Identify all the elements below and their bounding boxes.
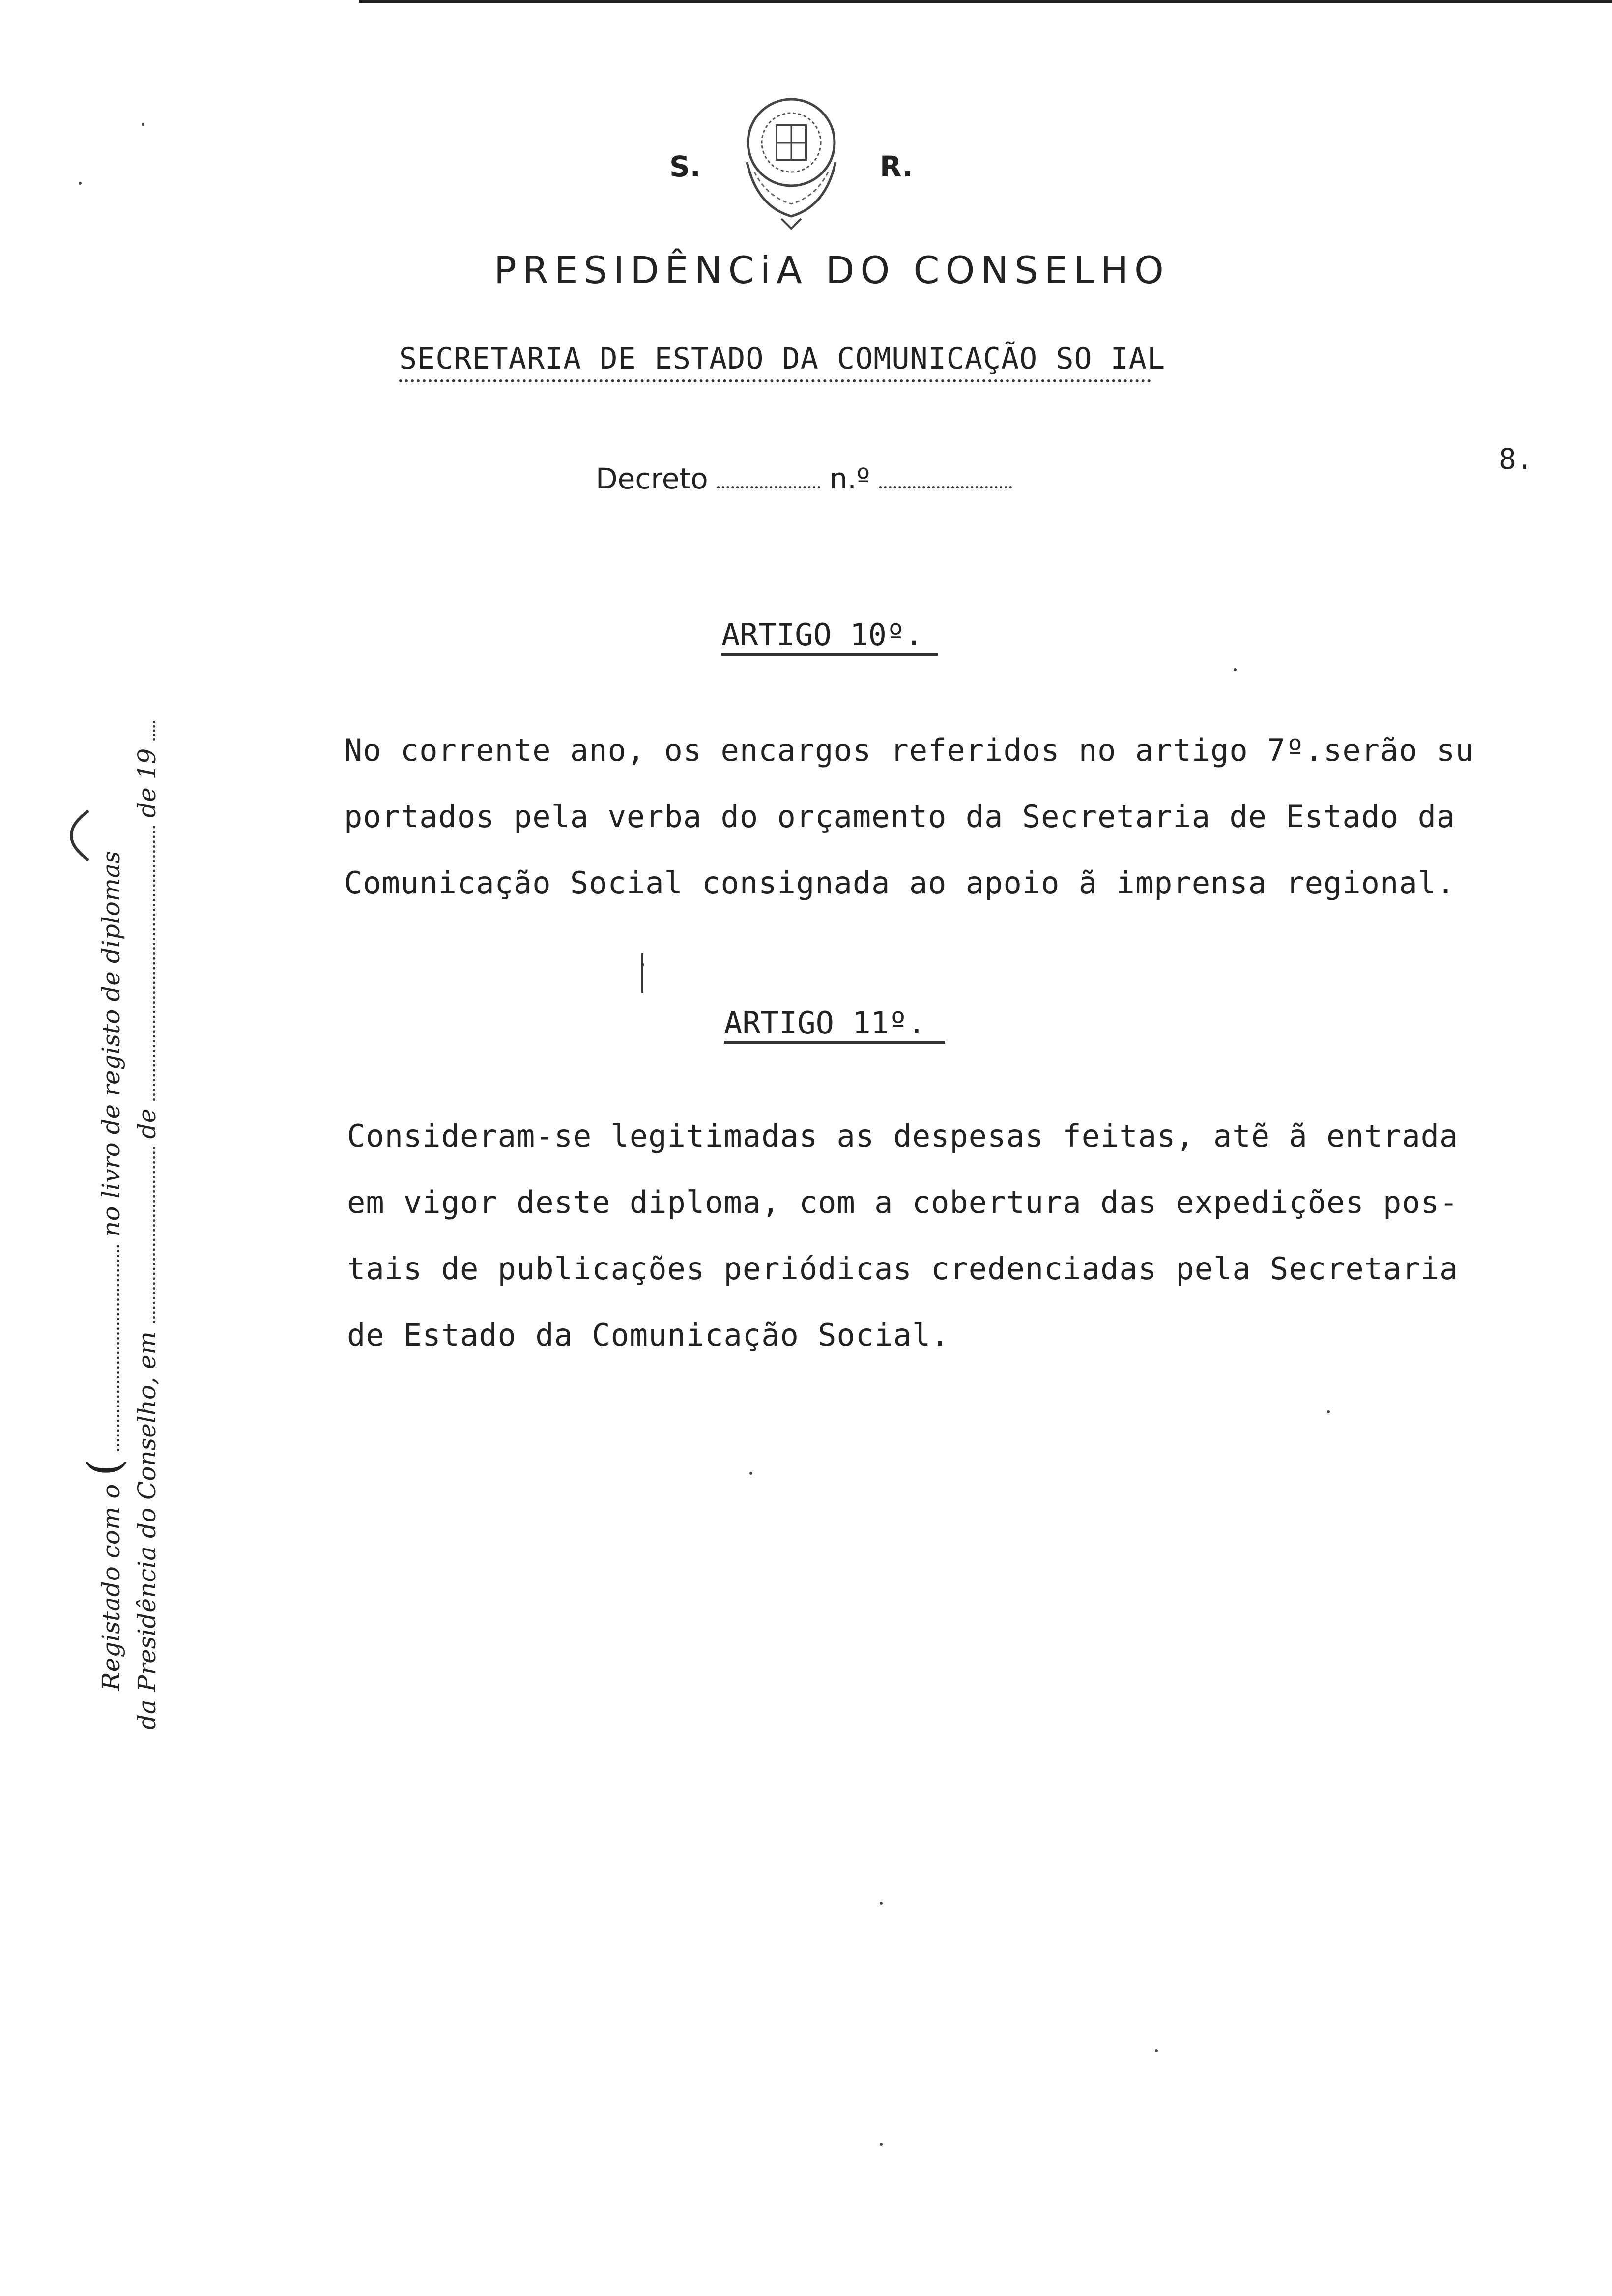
coat-of-arms-icon	[727, 88, 855, 236]
article-10-heading-underline	[721, 653, 938, 656]
margin-note-text: de	[133, 1108, 161, 1139]
scan-speck	[142, 123, 144, 126]
decree-number-label: n.º	[829, 462, 870, 495]
article-11-line: de Estado da Comunicação Social.	[347, 1317, 950, 1353]
header-letter-r: R.	[880, 150, 913, 183]
scan-speck	[880, 1902, 883, 1905]
margin-note-text: de 19	[133, 748, 161, 818]
margin-note-blank	[117, 1245, 119, 1451]
article-10-heading: ARTIGO 10º.	[721, 617, 923, 653]
margin-note-text: da Presidência do Conselho, em	[133, 1331, 161, 1730]
scan-speck	[79, 182, 82, 185]
margin-note-blank	[153, 721, 155, 741]
article-11-line: Consideram-se legitimadas as despesas feitas, atẽ ã entrada	[347, 1118, 1459, 1154]
decree-line	[596, 462, 1012, 495]
top-border	[359, 0, 1612, 3]
secretariat-underline	[399, 379, 1151, 382]
decree-label: Decreto	[596, 462, 708, 495]
page-title: PRESIDÊNCiA DO CONSELHO	[494, 248, 1170, 292]
scan-speck	[880, 2143, 883, 2146]
scan-mark	[641, 953, 643, 993]
margin-bracket	[49, 806, 93, 865]
article-11-line: em vigor deste diploma, com a cobertura das expedições pos-	[347, 1184, 1459, 1220]
article-10-line: No corrente ano, os encargos referidos no artigo 7º.serão su	[344, 732, 1474, 768]
article-11-heading: ARTIGO 11º.	[724, 1005, 926, 1041]
decree-number-blank	[879, 486, 1012, 488]
margin-note-text: Registado com o	[97, 1484, 125, 1691]
margin-note-blank	[153, 1147, 155, 1323]
scan-speck	[1327, 1410, 1330, 1413]
article-11-heading-underline	[724, 1041, 945, 1044]
margin-note-line-2	[133, 721, 161, 1730]
margin-note-blank	[153, 826, 155, 1101]
decree-date-blank	[717, 486, 820, 488]
secretariat-name: SECRETARIA DE ESTADO DA COMUNICAÇÃO SO IAL	[399, 342, 1166, 376]
margin-note-line-1: Registado com o ( no livro de registo de diplomas	[79, 851, 130, 1691]
scan-speck	[1155, 2049, 1158, 2052]
article-10-line: portados pela verba do orçamento da Secretaria de Estado da	[344, 799, 1456, 834]
margin-note-text: no livro de registo de diplomas	[97, 851, 125, 1237]
header-letter-s: S.	[669, 150, 701, 183]
article-11-line: tais de publicações periódicas credenciadas pela Secretaria	[347, 1251, 1459, 1287]
article-10-line: Comunicação Social consignada ao apoio ã imprensa regional.	[344, 865, 1456, 901]
page-number: 8.	[1499, 442, 1533, 476]
scan-speck	[1234, 668, 1237, 671]
scan-speck	[749, 1472, 752, 1475]
